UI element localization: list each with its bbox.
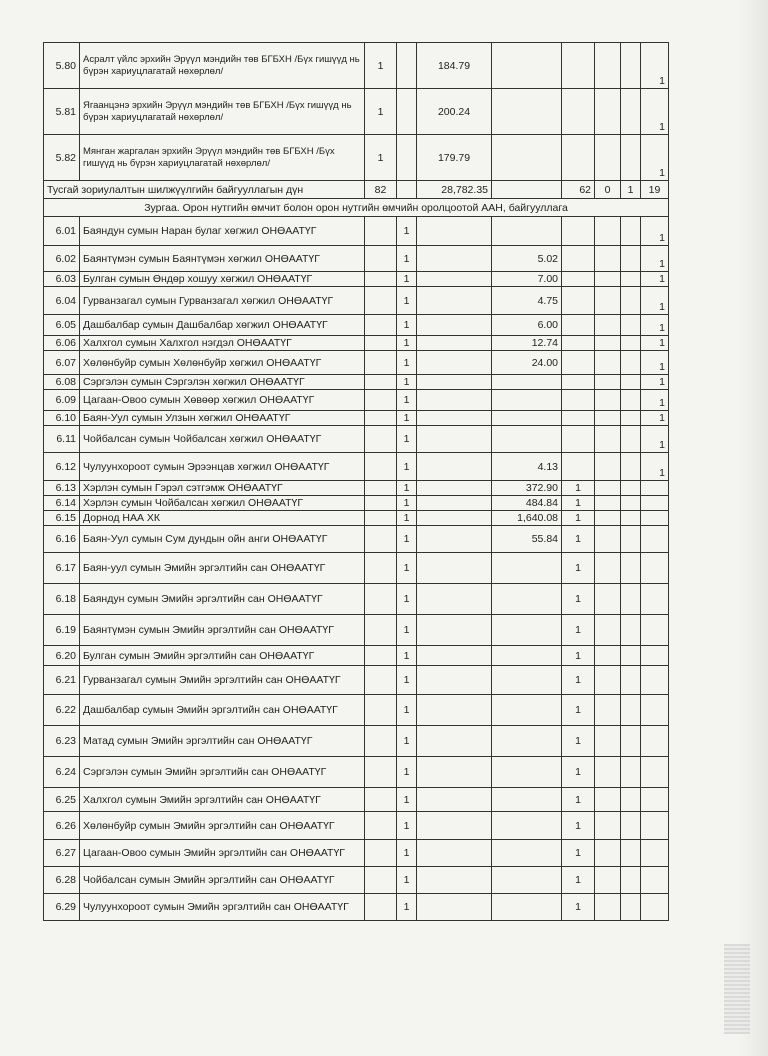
row-mark: 1: [562, 726, 595, 757]
row-flag: [641, 788, 669, 812]
row-mark: 1: [562, 695, 595, 726]
row-count: 1: [397, 526, 417, 553]
total-c2: 0: [595, 181, 621, 199]
row-flag: 1: [641, 135, 669, 181]
row-name: Сэргэлэн сумын Эмийн эргэлтийн сан ОНӨААТҮГ: [80, 757, 365, 788]
row-number: 6.27: [44, 840, 80, 867]
row-count: 1: [397, 695, 417, 726]
row-amount: 7.00: [492, 272, 562, 287]
row-amount: [492, 666, 562, 695]
row-number: 6.10: [44, 411, 80, 426]
row-mark: [562, 390, 595, 411]
scan-artifact: [724, 944, 750, 1034]
row-name: Сэргэлэн сумын Сэргэлэн хөгжил ОНӨААТҮГ: [80, 375, 365, 390]
row-number: 6.08: [44, 375, 80, 390]
table-row: [44, 43, 669, 89]
total-c3: 1: [621, 181, 641, 199]
row-amount: [492, 646, 562, 666]
row-amount: 55.84: [492, 526, 562, 553]
row-amount: 200.24: [417, 89, 492, 135]
row-count: 1: [397, 272, 417, 287]
table-row: [44, 553, 669, 584]
row-name: Халхгол сумын Эмийн эргэлтийн сан ОНӨААТҮГ: [80, 788, 365, 812]
row-mark: 1: [562, 867, 595, 894]
row-mark: [562, 351, 595, 375]
row-flag: 1: [641, 287, 669, 315]
row-amount: [492, 411, 562, 426]
row-number: 6.09: [44, 390, 80, 411]
row-amount: 12.74: [492, 336, 562, 351]
row-number: 6.06: [44, 336, 80, 351]
row-amount: [492, 426, 562, 453]
table-row: [44, 584, 669, 615]
row-flag: [641, 695, 669, 726]
total-c4: 19: [641, 181, 669, 199]
row-amount: [492, 375, 562, 390]
row-number: 6.20: [44, 646, 80, 666]
row-mark: 1: [562, 553, 595, 584]
row-flag: 1: [641, 375, 669, 390]
row-mark: 1: [562, 511, 595, 526]
row-number: 5.81: [44, 89, 80, 135]
page-edge-shadow: [738, 0, 768, 1056]
row-count: 1: [397, 553, 417, 584]
table-row: [44, 788, 669, 812]
row-number: 6.01: [44, 217, 80, 246]
table-row: [44, 453, 669, 481]
row-name: Чулуунхороот сумын Эмийн эргэлтийн сан ОНӨААТҮГ: [80, 894, 365, 921]
row-number: 5.80: [44, 43, 80, 89]
table-row: [44, 481, 669, 496]
row-mark: 1: [562, 481, 595, 496]
row-mark: 1: [562, 894, 595, 921]
row-number: 6.07: [44, 351, 80, 375]
row-name: Хэрлэн сумын Гэрэл сэтгэмж ОНӨААТҮГ: [80, 481, 365, 496]
row-number: 6.23: [44, 726, 80, 757]
table-row: [44, 867, 669, 894]
row-amount: 179.79: [417, 135, 492, 181]
row-flag: 1: [641, 351, 669, 375]
row-number: 6.13: [44, 481, 80, 496]
row-number: 6.18: [44, 584, 80, 615]
row-name: Баянтүмэн сумын Баянтүмэн хөгжил ОНӨААТҮГ: [80, 246, 365, 272]
row-amount: 184.79: [417, 43, 492, 89]
row-count: 1: [397, 453, 417, 481]
row-amount: 4.75: [492, 287, 562, 315]
table-row: [44, 411, 669, 426]
row-flag: 1: [641, 43, 669, 89]
row-mark: 1: [562, 666, 595, 695]
total-c1: 62: [562, 181, 595, 199]
table-row: [44, 272, 669, 287]
row-number: 6.16: [44, 526, 80, 553]
table-row: [44, 812, 669, 840]
table-row: [44, 496, 669, 511]
row-name: Хөлөнбуйр сумын Эмийн эргэлтийн сан ОНӨААТҮГ: [80, 812, 365, 840]
row-name: Дашбалбар сумын Эмийн эргэлтийн сан ОНӨААТҮГ: [80, 695, 365, 726]
row-mark: [562, 336, 595, 351]
row-mark: 1: [562, 584, 595, 615]
row-mark: 1: [562, 840, 595, 867]
table-row: [44, 695, 669, 726]
row-flag: 1: [641, 426, 669, 453]
table-row: [44, 840, 669, 867]
row-number: 6.03: [44, 272, 80, 287]
row-flag: [641, 496, 669, 511]
row-amount: [492, 840, 562, 867]
table-row: [44, 426, 669, 453]
row-number: 6.14: [44, 496, 80, 511]
row-name: Булган сумын Өндөр хошуу хөгжил ОНӨААТҮГ: [80, 272, 365, 287]
row-amount: [492, 894, 562, 921]
table-row: [44, 511, 669, 526]
row-count: 1: [397, 757, 417, 788]
row-amount: [492, 584, 562, 615]
table-row: [44, 390, 669, 411]
row-flag: [641, 553, 669, 584]
row-flag: [641, 812, 669, 840]
row-count: 1: [397, 812, 417, 840]
row-number: 6.19: [44, 615, 80, 646]
row-name: Цагаан-Овоо сумын Хөвөөр хөгжил ОНӨААТҮГ: [80, 390, 365, 411]
row-mark: [562, 315, 595, 336]
row-flag: 1: [641, 315, 669, 336]
row-flag: [641, 526, 669, 553]
row-amount: [492, 726, 562, 757]
row-count: 1: [365, 43, 397, 89]
row-mark: [562, 272, 595, 287]
row-flag: 1: [641, 336, 669, 351]
row-flag: 1: [641, 89, 669, 135]
row-count: 1: [397, 615, 417, 646]
row-amount: [492, 553, 562, 584]
row-count: 1: [397, 336, 417, 351]
row-count: 1: [397, 411, 417, 426]
row-number: 5.82: [44, 135, 80, 181]
table-row: [44, 89, 669, 135]
table-row: [44, 526, 669, 553]
table-row: [44, 757, 669, 788]
row-mark: 1: [562, 646, 595, 666]
table-row: [44, 615, 669, 646]
row-amount: [492, 695, 562, 726]
row-name: Гурванзагал сумын Гурванзагал хөгжил ОНӨААТҮГ: [80, 287, 365, 315]
row-amount: [492, 217, 562, 246]
row-flag: [641, 894, 669, 921]
row-amount: [492, 757, 562, 788]
table-row: [44, 375, 669, 390]
table-row: [44, 894, 669, 921]
row-name: Ягаанцэнэ эрхийн Эрүүл мэндийн төв БГБХН /Бүх гишүүд нь бүрэн хариуцлагатай нөхөрлөл/: [80, 89, 365, 135]
row-amount: [492, 867, 562, 894]
row-count: 1: [397, 726, 417, 757]
row-mark: [562, 217, 595, 246]
row-name: Баян-Уул сумын Улзын хөгжил ОНӨААТҮГ: [80, 411, 365, 426]
row-number: 6.02: [44, 246, 80, 272]
row-count: 1: [397, 511, 417, 526]
row-flag: [641, 726, 669, 757]
row-count: 1: [397, 666, 417, 695]
row-flag: [641, 646, 669, 666]
row-number: 6.11: [44, 426, 80, 453]
row-count: 1: [397, 894, 417, 921]
row-number: 6.05: [44, 315, 80, 336]
row-amount: 4.13: [492, 453, 562, 481]
section-row: [44, 199, 669, 217]
row-name: Чойбалсан сумын Чойбалсан хөгжил ОНӨААТҮГ: [80, 426, 365, 453]
table-row: [44, 287, 669, 315]
total-label: Тусгай зориулалтын шилжүүлгийн байгууллагын дүн: [44, 181, 365, 199]
row-flag: [641, 615, 669, 646]
row-count: 1: [365, 135, 397, 181]
row-name: Цагаан-Овоо сумын Эмийн эргэлтийн сан ОНӨААТҮГ: [80, 840, 365, 867]
row-amount: [492, 788, 562, 812]
row-mark: [562, 375, 595, 390]
row-name: Гурванзагал сумын Эмийн эргэлтийн сан ОНӨААТҮГ: [80, 666, 365, 695]
row-count: 1: [397, 840, 417, 867]
row-name: Халхгол сумын Халхгол нэгдэл ОНӨААТҮГ: [80, 336, 365, 351]
row-name: Хэрлэн сумын Чойбалсан хөгжил ОНӨААТҮГ: [80, 496, 365, 511]
total-count: 82: [365, 181, 397, 199]
table-row: [44, 666, 669, 695]
row-amount: 1,640.08: [492, 511, 562, 526]
row-name: Чулуунхороот сумын Эрээнцав хөгжил ОНӨААТҮГ: [80, 453, 365, 481]
row-count: 1: [397, 788, 417, 812]
row-number: 6.28: [44, 867, 80, 894]
row-flag: [641, 481, 669, 496]
row-count: 1: [397, 481, 417, 496]
table-row: [44, 135, 669, 181]
row-number: 6.25: [44, 788, 80, 812]
table-row: [44, 315, 669, 336]
row-number: 6.04: [44, 287, 80, 315]
row-mark: 1: [562, 788, 595, 812]
row-mark: [562, 287, 595, 315]
row-count: 1: [397, 351, 417, 375]
row-flag: [641, 840, 669, 867]
row-number: 6.17: [44, 553, 80, 584]
row-name: Дашбалбар сумын Дашбалбар хөгжил ОНӨААТҮГ: [80, 315, 365, 336]
table-row: [44, 217, 669, 246]
row-flag: [641, 757, 669, 788]
row-flag: 1: [641, 411, 669, 426]
row-name: Матад сумын Эмийн эргэлтийн сан ОНӨААТҮГ: [80, 726, 365, 757]
table-row: [44, 246, 669, 272]
row-name: Баяндун сумын Наран булаг хөгжил ОНӨААТҮГ: [80, 217, 365, 246]
row-number: 6.26: [44, 812, 80, 840]
row-name: Баянтүмэн сумын Эмийн эргэлтийн сан ОНӨААТҮГ: [80, 615, 365, 646]
row-flag: 1: [641, 453, 669, 481]
row-count: 1: [397, 867, 417, 894]
row-number: 6.12: [44, 453, 80, 481]
row-name: Чойбалсан сумын Эмийн эргэлтийн сан ОНӨААТҮГ: [80, 867, 365, 894]
row-count: 1: [397, 217, 417, 246]
row-amount: 372.90: [492, 481, 562, 496]
row-flag: [641, 511, 669, 526]
row-mark: [562, 246, 595, 272]
table-body: [44, 43, 669, 921]
table-row: [44, 336, 669, 351]
row-flag: [641, 867, 669, 894]
row-count: 1: [397, 246, 417, 272]
row-count: 1: [397, 584, 417, 615]
row-amount: [492, 812, 562, 840]
row-name: Дорнод НАА ХК: [80, 511, 365, 526]
row-amount: 6.00: [492, 315, 562, 336]
row-flag: 1: [641, 272, 669, 287]
row-mark: [562, 411, 595, 426]
row-count: 1: [397, 315, 417, 336]
row-name: Хөлөнбуйр сумын Хөлөнбуйр хөгжил ОНӨААТҮГ: [80, 351, 365, 375]
row-flag: [641, 584, 669, 615]
row-name: Мянган жаргалан эрхийн Эрүүл мэндийн төв БГБХН /Бүх гишүүд нь бүрэн хариуцлагатай нөхөрлөл/: [80, 135, 365, 181]
report-table: [43, 42, 669, 921]
total-row: [44, 181, 669, 199]
row-number: 6.29: [44, 894, 80, 921]
table-row: [44, 351, 669, 375]
row-number: 6.21: [44, 666, 80, 695]
row-number: 6.22: [44, 695, 80, 726]
row-number: 6.15: [44, 511, 80, 526]
row-mark: 1: [562, 757, 595, 788]
row-name: Баяндун сумын Эмийн эргэлтийн сан ОНӨААТҮГ: [80, 584, 365, 615]
row-name: Асралт үйлс эрхийн Эрүүл мэндийн төв БГБХН /Бүх гишүүд нь бүрэн хариуцлагатай нөхөрлөл/: [80, 43, 365, 89]
row-count: 1: [397, 646, 417, 666]
row-mark: 1: [562, 615, 595, 646]
row-count: 1: [397, 496, 417, 511]
row-number: 6.24: [44, 757, 80, 788]
row-flag: 1: [641, 390, 669, 411]
row-mark: 1: [562, 812, 595, 840]
table-row: [44, 646, 669, 666]
row-flag: 1: [641, 246, 669, 272]
row-flag: [641, 666, 669, 695]
table-row: [44, 726, 669, 757]
total-amount: 28,782.35: [417, 181, 492, 199]
row-name: Баян-уул сумын Эмийн эргэлтийн сан ОНӨААТҮГ: [80, 553, 365, 584]
row-mark: 1: [562, 496, 595, 511]
row-amount: 484.84: [492, 496, 562, 511]
row-count: 1: [397, 390, 417, 411]
row-flag: 1: [641, 217, 669, 246]
row-mark: 1: [562, 526, 595, 553]
row-mark: [562, 426, 595, 453]
row-name: Булган сумын Эмийн эргэлтийн сан ОНӨААТҮГ: [80, 646, 365, 666]
row-amount: [492, 615, 562, 646]
row-amount: 24.00: [492, 351, 562, 375]
row-count: 1: [365, 89, 397, 135]
row-amount: 5.02: [492, 246, 562, 272]
row-count: 1: [397, 375, 417, 390]
row-name: Баян-Уул сумын Сум дундын ойн анги ОНӨААТҮГ: [80, 526, 365, 553]
section-title: Зургаа. Орон нутгийн өмчит болон орон нутгийн өмчийн оролцоотой ААН, байгууллага: [44, 199, 669, 217]
row-mark: [562, 453, 595, 481]
row-count: 1: [397, 287, 417, 315]
row-amount: [492, 390, 562, 411]
row-count: 1: [397, 426, 417, 453]
